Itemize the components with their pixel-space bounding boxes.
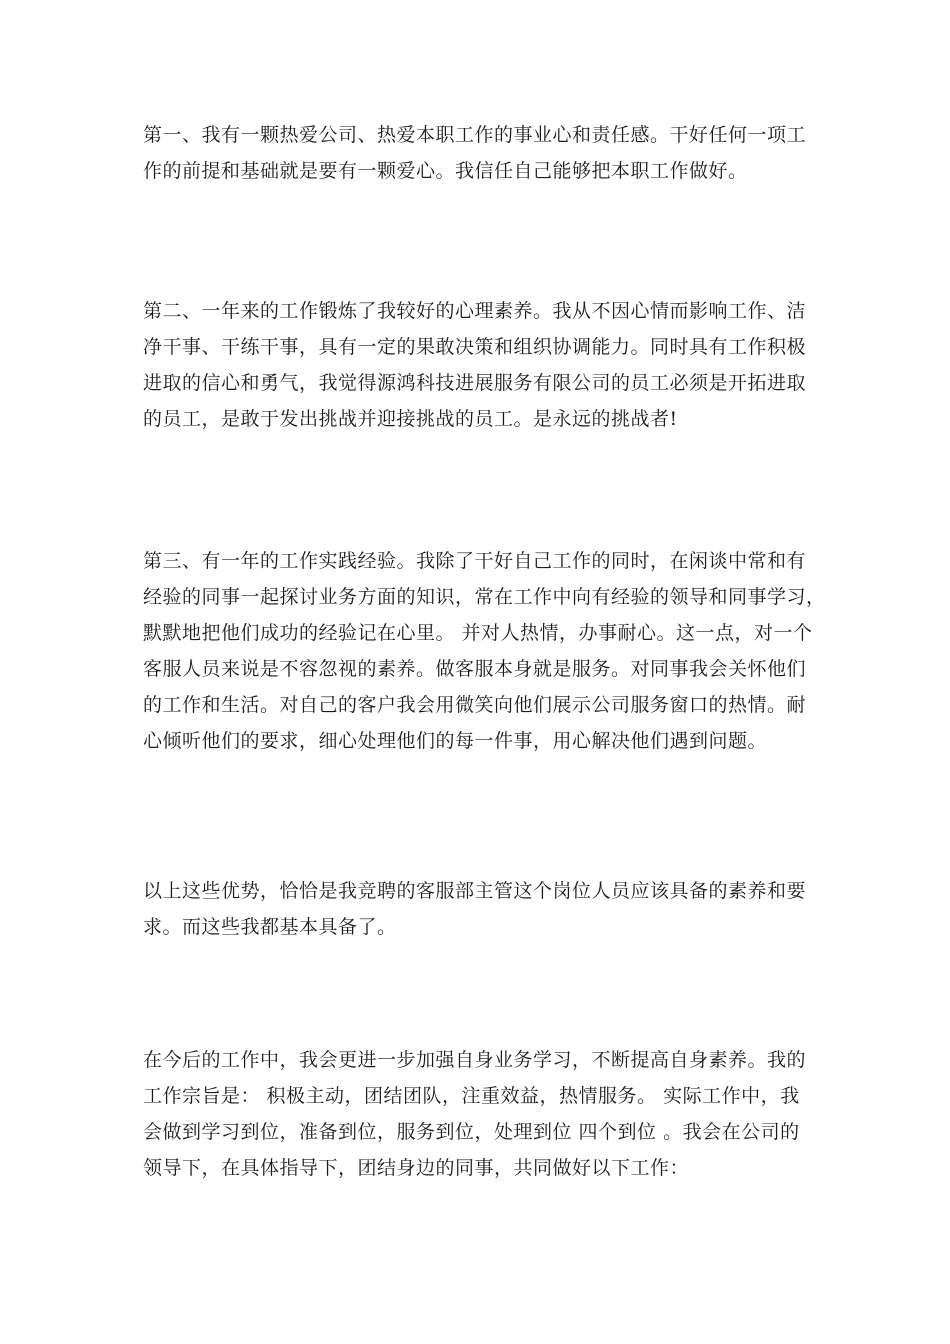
- paragraph-line: 会做到学习到位，准备到位，服务到位，处理到位 四个到位 。我会在公司的: [143, 1121, 800, 1143]
- paragraph-line: 客服人员来说是不容忽视的素养。做客服本身就是服务。对同事我会关怀他们: [143, 658, 807, 680]
- paragraph-line: 求。而这些我都基本具备了。: [143, 916, 397, 938]
- paragraph-4: [143, 873, 813, 945]
- paragraph-line: 净干事、干练干事，具有一定的果敢决策和组织协调能力。同时具有工作积极: [143, 336, 807, 358]
- paragraph-line: 的员工，是敢于发出挑战并迎接挑战的员工。是永远的挑战者!: [143, 408, 678, 430]
- paragraph-2: [143, 293, 813, 437]
- paragraph-line: 作的前提和基础就是要有一颗爱心。我信任自己能够把本职工作做好。: [143, 160, 748, 182]
- paragraph-line: 在今后的工作中，我会更进一步加强自身业务学习，不断提高自身素养。我的: [143, 1049, 807, 1071]
- paragraph-line: 心倾听他们的要求，细心处理他们的每一件事，用心解决他们遇到问题。: [143, 730, 768, 752]
- paragraph-line: 默默地把他们成功的经验记在心里。 并对人热情，办事耐心。这一点，对一个: [143, 622, 813, 644]
- paragraph-line: 的工作和生活。对自己的客户我会用微笑向他们展示公司服务窗口的热情。耐: [143, 694, 807, 716]
- paragraph-line: 经验的同事一起探讨业务方面的知识，常在工作中向有经验的领导和同事学习，: [143, 586, 826, 608]
- paragraph-line: 第二、一年来的工作锻炼了我较好的心理素养。我从不因心情而影响工作、洁: [143, 300, 807, 322]
- paragraph-line: 工作宗旨是： 积极主动，团结团队，注重效益，热情服务。 实际工作中，我: [143, 1085, 800, 1107]
- paragraph-line: 领导下，在具体指导下，团结身边的同事，共同做好以下工作：: [143, 1157, 690, 1179]
- paragraph-5: [143, 1042, 813, 1186]
- paragraph-3: [143, 543, 826, 759]
- paragraph-line: 第三、有一年的工作实践经验。我除了干好自己工作的同时，在闲谈中常和有: [143, 550, 807, 572]
- paragraph-line: 第一、我有一颗热爱公司、热爱本职工作的事业心和责任感。干好任何一项工: [143, 124, 807, 146]
- paragraph-1: [143, 117, 813, 189]
- paragraph-line: 进取的信心和勇气，我觉得源鸿科技进展服务有限公司的员工必须是开拓进取: [143, 372, 807, 394]
- paragraph-line: 以上这些优势，恰恰是我竞聘的客服部主管这个岗位人员应该具备的素养和要: [143, 880, 807, 902]
